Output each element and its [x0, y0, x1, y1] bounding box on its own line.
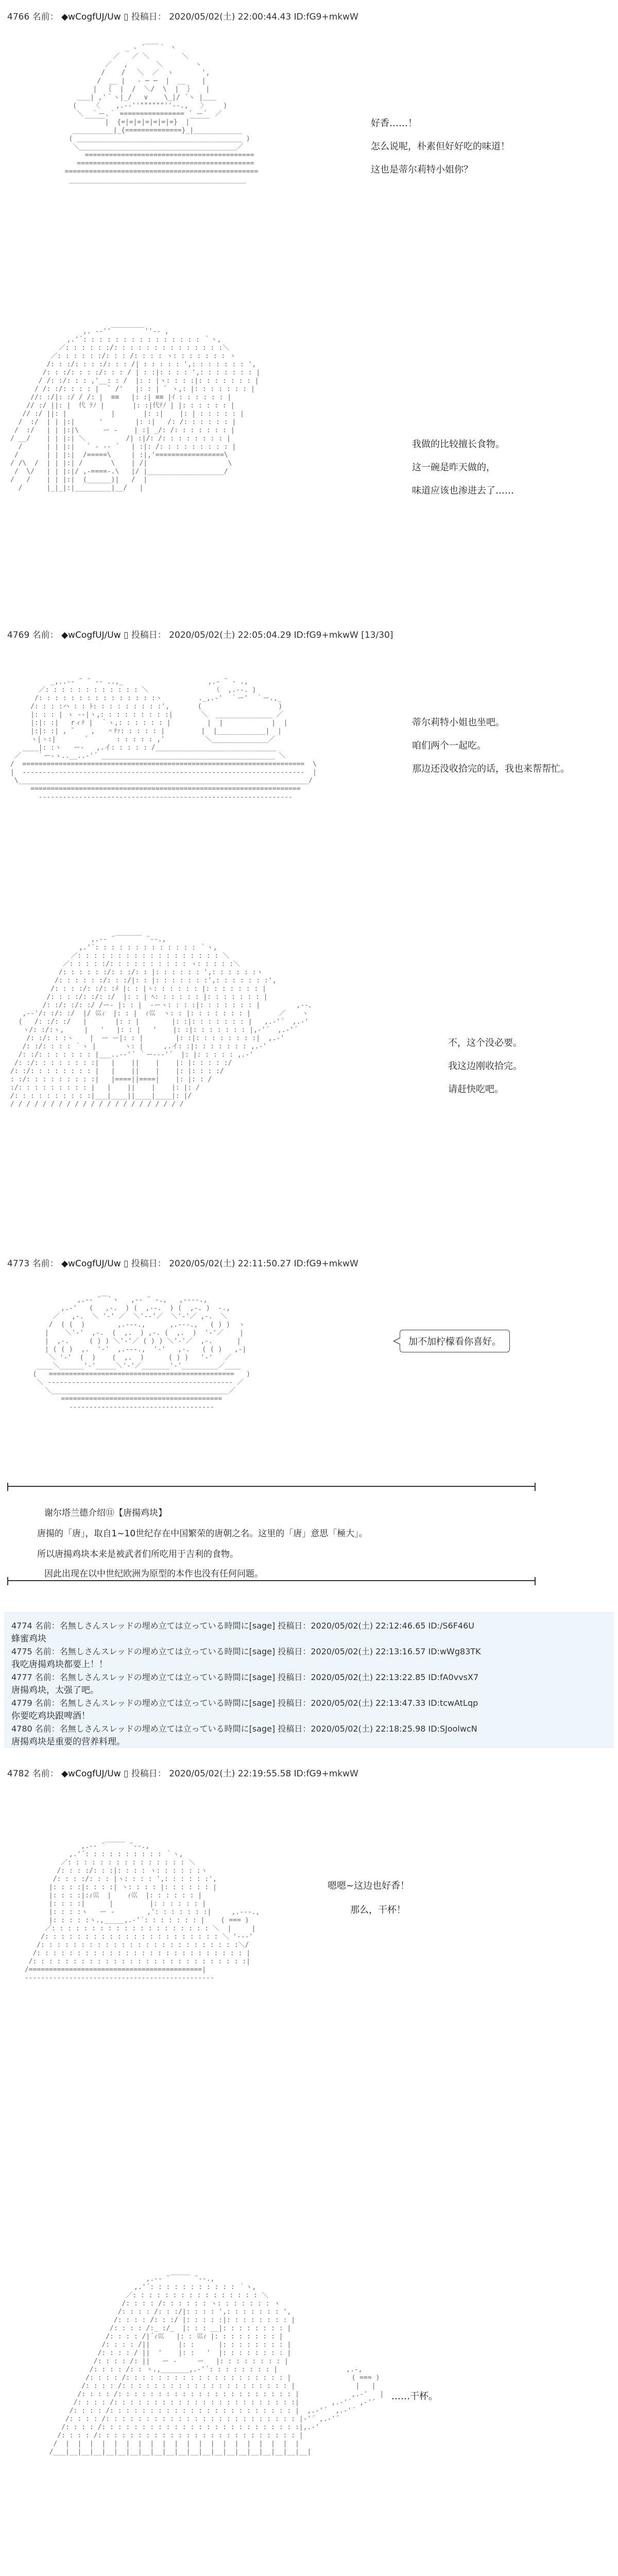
line-cup-1: 嗯嗯~这边也好香！ [328, 1880, 410, 1891]
reply-4775 [11, 1645, 481, 1670]
post-label: 名前： [32, 1259, 59, 1269]
reply-text: 我吃唐揚鸡块都要上！！ [11, 1659, 108, 1670]
post-label: 名前： [32, 630, 59, 640]
post-date-sep: ▯ 投稿日： [124, 630, 166, 640]
line-cheers-1: ……干杯。 [391, 2391, 438, 2402]
post-header-4766 [7, 9, 358, 22]
post-header-4773 [7, 1256, 358, 1269]
poster-name[interactable]: ◆wCogfUJ/Uw [61, 1259, 121, 1269]
post-number: 4766 [7, 12, 30, 22]
reply-4780 [11, 1722, 477, 1747]
reply-meta: 4774 名前：名無しさんスレッドの埋め立ては立っている時間に[sage] 投稿日：2020/05/02(土) 22:12:46.65 ID:/S6F46U [11, 1621, 474, 1631]
post-date: 2020/05/02(土) 22:05:04.29 ID:fG9+mkwW [13/30] [169, 630, 393, 640]
post-header-4782 [7, 1766, 358, 1779]
line-table-3: 那边还没收拾完的话，我也来帮帮忙。 [412, 764, 570, 774]
post-label: 名前： [32, 1769, 59, 1779]
post-number: 4773 [7, 1259, 30, 1269]
line-teapot-1: 好香……！ [371, 118, 417, 129]
poster-name[interactable]: ◆wCogfUJ/Uw [61, 1769, 121, 1779]
poster-name[interactable]: ◆wCogfUJ/Uw [61, 12, 121, 22]
post-number: 4769 [7, 630, 30, 640]
reply-text: 你要吃鸡块跟啤酒！ [11, 1711, 90, 1721]
post-date: 2020/05/02(土) 22:11:50.27 ID:fG9+mkwW [169, 1259, 358, 1269]
note-line-3: 因此出现在以中世纪欧洲为原型的本作也没有任何问题。 [44, 1569, 263, 1579]
line-cup-2: 那么，干杯！ [350, 1905, 406, 1916]
reply-text: 唐揚鸡块，太强了吧。 [11, 1685, 99, 1696]
post-number: 4782 [7, 1769, 30, 1779]
reply-4777 [11, 1671, 478, 1696]
line-maid1-3: 味道应该也渗进去了…… [412, 485, 514, 496]
ascii-art-cup-raise: ,.-‐ ¨￣￣￣ ¨‐-., ,.'´: : : : : : : : : : ｀ヽ, ／: : : : : : : : : : : : : : : ＼ /: : : :/: : :|: : : : ヽ: : : : : :ヽ /: : : :/: : : |ヽ: : : : ',: : : : : :', |: : : :|: : : :| ヽ: : : : |: : : : : : | |: : : :|:ｨ巛 | ｨ巛 |: : : : : : | |: : : :| | |: : : : : : | |: : : :ヽ ー ‐ ,': : : : : : :| ,.-‐-., |: : : : :ヽ.,_____,.-'´: : : : : : : | ( === ) ／: : : : : : : : : : : : : : : : : : : : ＼ | | /: : : : : : : : : : : : : : : : : : : : : : ＼ '-‐-' /: : : : : : : : : : : : : : : : : : : : : : : : :＼/ /: : : : : : : : : : : : : : : : : : : : : : : : : : | /: : : : : : : : : : : : : : : : : : : : : : : : : : :| /===========================================| ----------------------------------------------- [24, 1842, 260, 1982]
post-date: 2020/05/02(土) 22:00:44.43 ID:fG9+mkwW [169, 12, 358, 22]
line-maid2-1: 不，这个没必要。 [448, 1038, 522, 1048]
bubble-text: 加不加柠檬看你喜好。 [408, 1336, 501, 1347]
bubble-lemon [400, 1330, 510, 1352]
line-teapot-3: 这也是蒂尔莉特小姐你？ [371, 164, 473, 175]
poster-name[interactable]: ◆wCogfUJ/Uw [61, 630, 121, 640]
ascii-art-table: _,..-‐ ¨ ¨ ‐- ..,_ ,.‐ ¨ ‐ ., ／: : : : : : : : : : : : ＼ （ ,.-‐. ) /: : : : : : : : : : : : : : :ヽ ._,.-' ｀ー' ｀ー.,_ /: : : :ハ : : ﾄ: : : : : : : : :', ( ) |: : : | ゝ ‐-|ヽ,: : : : : : : : :| ＼ ______________ ／ |:|: :| rィﾃ | ｀ヽ,: : : : : : | | | | | |:|: :| , ¨ , ＾ﾃｧ: : : : : | | |____________| | ヽ|ヽ:| ´ : : : : : ,' ＼______________／ ____|: :ヽ ー‐ ,.イ: : : : : /______________________________ ／ ｀ー-ゝ..__..-'´ ___________________________________________ ＼ / ====================================================================== \ | ---------------------------------------------------------------------- | \________________________________________________________________________/ =================================================================== --------------------------------------------------------------- [10, 678, 317, 801]
ascii-art-teapot: _ ‐ ´￣￣｀ 丶 ／ ／ ＼ ＼ ／ , ＼ ヽ / / ＼ ／ ヽ ', / __ | ‐ ─ ─ | __ | | ｛ | / ＼/ \ | ｝ | ＿＿| ,'｀ヽ|_/ ∨ \_|/ ´ヽ |＿＿ ( 〈 ,.-‐''""""""''‐-., 〉 ) ＼ ｀ー.｀ ================ ´ ー´ ／ ￣￣￣| {=|=|=|=|=|=|=} |￣￣￣ __________|_{==============}_|____________ ( _________________________________________ ) ＼_______________________________________／ ========================================== ============================================ ================================================ ____________________________________________ [64, 44, 259, 184]
note-line-1: 唐揚的「唐」，取自1~10世纪存在中国繁荣的唐朝之名。这里的「唐」意思「極大」。 [37, 1529, 368, 1539]
post-date-sep: ▯ 投稿日： [124, 1259, 166, 1269]
reply-4779 [11, 1697, 478, 1721]
line-maid2-3: 请赶快吃吧。 [448, 1084, 504, 1095]
note-line-2: 所以唐揚鸡块本来是被武者们所吃用于吉利的食物。 [37, 1549, 238, 1560]
reply-meta: 4777 名前：名無しさんスレッドの埋め立ては立っている時間に[sage] 投稿日：2020/05/02(土) 22:13:22.85 ID:fA0vvsX7 [11, 1672, 479, 1682]
note-rule-top [7, 1486, 536, 1487]
line-table-1: 蒂尔莉特小姐也坐吧。 [412, 717, 505, 728]
ascii-art-soup-bowl: ,.-‐ ¨￣`ヽ ,-‐ ¨ ‐., ,-‐‐-., ,.-' ( ,-. ) ( ,--. ) ( ,-. ) ‐., ／ ,-. ＼ '-' ／ ＼'--'／ ＼'-'／ ,-. ＼ / ( ( ) ,.-‐-., ,.-‐-., ( ) ) ヽ | ＼'-' ,-. ( ,. ) ,-. ( ,. ) '-'／ | | ,-. ( ) ) ＼'-'／ ( ) ) ＼'-'／ ,-. | | ( ( ) ,. '-' ,.-‐-., '-' ,-. ( ( ) ,-| ＼ '-' ( ) ( ,. ) ( ) ) '-' ／ ____＼______'-'_____＼'-'／_______'-'_________／____ ( ============================================== ) ＼ ---------------------------------------------- ／ ＼____________________________________________／ ======================================== ------------------------------------ [32, 1296, 251, 1411]
reply-panel [4, 1613, 614, 1748]
line-table-2: 咱们两个一起吃。 [412, 740, 486, 751]
line-teapot-2: 怎么说呢，朴素但好好吃的味道！ [371, 141, 510, 152]
ascii-art-maid-1: ,. -‐''￣￣￣￣￣''‐- , ,.'´: : : : : : : : : : : : : : : ｀ヽ, ／: : : : : :/: : : : : : : : : : : : : :＼ ／: : : : : :/: : : /: : : : ヽ: : : : : : : ヽ /: : :/: : : :/: : : /| : : : : : ',: : : : : : : ', /: : :/: : : :/: : : / | : :|: : : : ',: : : : : : : | / /: :/: : : ,'__: : / |: : |ヽ: : : :|: : : : : : : | / /: :/: : : : | ` /' |: : | ` ヽ,: |: : : : : : : | //: :/|: :/ / /: | ≡≡ |: :| ≡≡ |ｲ : : : : : : | // :/ ||: | 代 ﾃﾉ | |: :|代ﾃﾉ | |: : : : : : | // :/ ||: | | |: :| |: | : : : : : | / :/ | | |:| ' |: :| /: /: : : : : : | / :/ | | |:|\ ー ‐ | :| _/: /: : : : : : : | / __/ | | |:| ＼ /| :|/: /: : : : : : : : | / | | |:| ` ‐ -‐ ´ | :|: /: : : : : : : : : | / | | |:| /=====\ | :|,'=================\ / /\ / | | |:| / \ | /| \ / \/ | | |:|/ ,-====-.\ |/ |___________________/ / / | | |:| (______)| / | / |_|_|:|_________|__/ | [10, 328, 261, 492]
reply-meta: 4775 名前：名無しさんスレッドの埋め立ては立っている時間に[sage] 投稿日：2020/05/02(土) 22:13:16.57 ID:wWg83TK [11, 1647, 481, 1656]
line-maid2-2: 我这边刚收拾完。 [448, 1061, 522, 1072]
reply-text: 蜂蜜鸡块 [11, 1634, 46, 1644]
ascii-art-maid-2: ,.-‐ ¨￣￣￣￣ ¨‐-., ,.'´: : : : : : : : : : : : : ｀ヽ, ／: : : : : : : : : : : : : : : : : : ＼ ／: : : : :/: : : : : : : : : : ヽ: : : : :＼ /: : : : : :/: : :/: : |: : : : : : ',: : : : : :ヽ /: : : : : :/: : :/|: : |: : : : : : :',: : : : : : :', /: : : :/: :/: :ﾒ |: : |ヽ: : : : : : |: : : : : : : | /: : : :/: :/: :/ |: : | ﾍ: : : : : : |: : : : : : : | /: :/: :/: :/ /ー- |: : | -ーヽ: : : :|: : : : : : : | ,--、 ,-‐'/: :/: :/ |/ 巛ｨ |: : | ｨ巛 ヽ: : |: : : : : : : | ／ ヽ ( /: :/: :/ | |: : | |: :|: : : : : : : | ,.-'´ ,.-' ヽ/: :/:ヽ, | ' |: : | ' |: :|: : : : : : : |,-'´ ,.-'´ /: :/: : :ヽ | ー ー|: : | |: :|: : : : : : : :| ,.-' /: :/: : : : ｀ヽ | ヽ: | ,.イ: :|: : : : : : : ,.-' /: :/: : : : : : : |___..-‐'´ ｀ー--‐'´ |: |: : : : : ,.-' /: :/: : : : : : : :| | || | |: |: : : : :/ /: :/: : : : : : : : | | || | |: |: : : :/ : :/: : : : : : : : :| |====||====| |: |: : / :/: : : : : : : : : | | || | |: |: / /: : : : : : : : : :|___|____||____|____|: |/ / / / / / / / / / / / / / / / / / / / / / / [10, 936, 316, 1108]
post-header-4769 [7, 628, 393, 640]
reply-4774 [11, 1619, 474, 1644]
post-date-sep: ▯ 投稿日： [124, 12, 166, 22]
post-date: 2020/05/02(土) 22:19:55.58 ID:fG9+mkwW [169, 1769, 358, 1779]
post-date-sep: ▯ 投稿日： [124, 1769, 166, 1779]
post-label: 名前： [32, 12, 59, 22]
note-title: 谢尔塔兰德介绍⑪【唐揚鸡块】 [44, 1508, 167, 1518]
trivia-note [7, 1486, 536, 1581]
reply-meta: 4780 名前：名無しさんスレッドの埋め立ては立っている時間に[sage] 投稿日：2020/05/02(土) 22:18:25.98 ID:SJoolwcN [11, 1724, 477, 1734]
note-rule-bottom [7, 1580, 536, 1581]
line-maid1-2: 这一碗是昨天做的， [412, 462, 495, 473]
reply-text: 唐揚鸡块是重要的营养料理。 [11, 1737, 125, 1747]
line-maid1-1: 我做的比较擅长食物。 [412, 439, 505, 450]
ascii-art-maid-cheers: ,.-‐ ¨￣￣￣ ¨‐-., ,.'´: : : : : : : : : : : ｀ヽ, ／: : : : : : : : : : : : : : : : ＼ /: : : : /: : : : : : ヽ: : : : : : : ヽ /: : : : /: : :/|: : : : ',: : : : : : : ', /: : : : /: : :/ |: : : : :|: : : : : : : : | /: : : : /:_ :/_ |: : : __|: : : : : : : : | /: : : : /|´ｨ巛 |: : 巛ｨ |: : : : : : : : | /: : : : /|| |: : |: : : : : : : : | /: : : : / || ' |: : ' |: : : : : : : : | /: : : : /: || ー ‐ ー |: : : : : : : : | /: : : : /: : ヽ.,_______,.-'´: : : : : : : : | ,.-, /: : : : /: : : : : : : : : : : : : : : : : : : : | ( === ) /: : : : /: : : : : : : : : : : : : : : : : : : : : | | | /: : : : /: : : : : : : : : : : : : : : : : : : : : : | ,.-' | /: : : : /: : : : : : : : : : : : : : : : : : : : : : :| ,.-'´ ,-'´ /: : : : /: : : : : : : : : : : : : : : : : : : : : : : | ,.-'´ ,.-'´ /: : : : /: : : : : : : : : : : : : : : : : : : : : : : : |-'´ ,.-'´ /: : : : /: : : : : : : : : : : : : : : : : : : : : : : : :|,.-' /: : : : /: : : : : : : : : : : : : : : : : : : : : : : : : | / | | | | | | | | | | | | | | | | | | | | /___|__|__|__|__|__|__|__|__|__|__|__|__|__|__|__|__|__|__|__|__| [49, 2275, 384, 2456]
reply-meta: 4779 名前：名無しさんスレッドの埋め立ては立っている時間に[sage] 投稿日：2020/05/02(土) 22:13:47.33 ID:tcwAtLqp [11, 1698, 478, 1708]
